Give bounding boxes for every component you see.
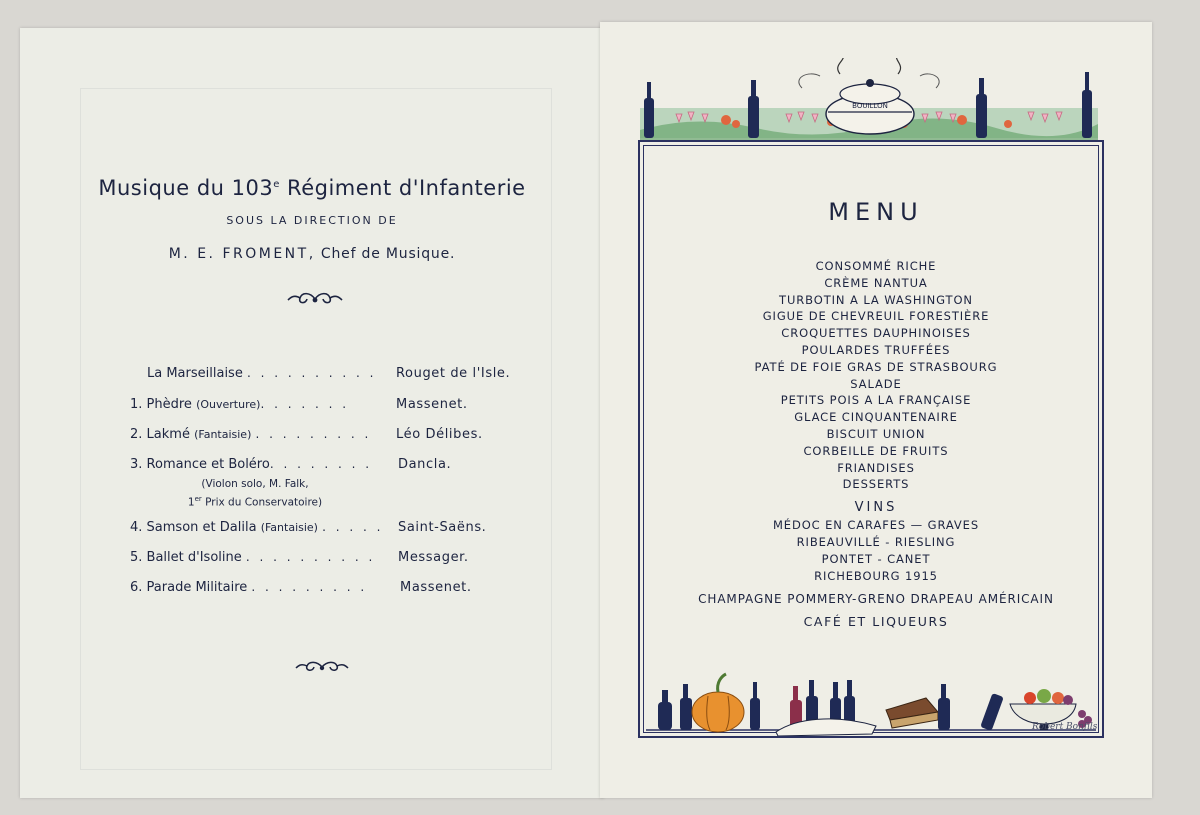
note-sup: er — [194, 495, 202, 503]
leader-dots: . . . . . . . — [260, 397, 350, 411]
bottle-icon — [976, 78, 987, 138]
bottle-icon — [748, 80, 759, 138]
note-prefix: 1 — [187, 496, 195, 509]
program-page — [20, 28, 604, 798]
work-title: Parade Militaire — [146, 580, 248, 595]
program-director — [20, 246, 604, 262]
pumpkin-icon — [692, 674, 744, 732]
composer: Rouget de l'Isle. — [396, 366, 511, 381]
program-item — [130, 550, 375, 565]
program-title — [20, 176, 604, 200]
dish-item: CONSOMMÉ RICHE — [815, 259, 937, 273]
bottle-icon — [658, 690, 672, 730]
director-name: M. E. FROMENT, — [168, 246, 316, 262]
dish-item: PATÉ DE FOIE GRAS DE STRASBOURG — [754, 359, 998, 374]
work-title: Samson et Dalila — [146, 520, 257, 535]
top-banner-illustration — [636, 58, 1102, 144]
title-suffix: Régiment d'Infanterie — [279, 176, 526, 200]
program-note — [170, 477, 340, 511]
menu-title: MENU — [828, 198, 924, 226]
cake-icon — [886, 698, 938, 728]
bottle-icon — [680, 684, 692, 730]
work-kind: (Ouverture) — [196, 398, 261, 411]
program-item — [130, 580, 367, 595]
composer: Massenet. — [400, 580, 472, 595]
note-suffix: Prix du Conservatoire) — [201, 496, 323, 509]
title-prefix: Musique du 103 — [98, 176, 274, 200]
menu-page — [600, 22, 1152, 798]
wine-item: RIBEAUVILLÉ - RIESLING — [796, 534, 956, 549]
wine-item: PONTET - CANET — [821, 551, 931, 566]
program-item — [147, 366, 376, 381]
dish-item: FRIANDISES — [837, 460, 915, 475]
director-role: Chef de Musique. — [315, 246, 456, 262]
dish-item: PETITS POIS A LA FRANÇAISE — [780, 393, 972, 408]
work-title: Ballet d'Isoline — [146, 550, 242, 565]
ornament-bottom-icon — [294, 658, 350, 676]
bottle-icon — [750, 682, 760, 730]
ornament-top-icon — [286, 290, 344, 308]
program-item — [130, 397, 349, 412]
wine-item: MÉDOC EN CARAFES — GRAVES — [772, 518, 980, 533]
note-line-1: (Violon solo, M. Falk, — [201, 478, 309, 490]
composer: Messager. — [398, 550, 469, 565]
dish-item: CORBEILLE DE FRUITS — [803, 443, 949, 458]
artist-signature: Robert Bonfils — [1032, 722, 1098, 732]
leader-dots: . . . . . . . . . . — [245, 550, 376, 564]
dish-item: GIGUE DE CHEVREUIL FORESTIÈRE — [762, 309, 990, 324]
dish-item: BISCUIT UNION — [826, 426, 926, 441]
leader-dots: . . . . . . . . — [269, 457, 373, 471]
dish-item: DESSERTS — [842, 477, 910, 492]
work-title: Romance et Boléro — [146, 457, 270, 472]
bottom-still-life-illustration — [646, 652, 1096, 736]
work-title: Lakmé — [146, 427, 190, 442]
program-subtitle: SOUS LA DIRECTION DE — [226, 214, 398, 227]
program-item — [130, 427, 371, 442]
program-item — [130, 457, 372, 472]
work-kind: (Fantaisie) — [260, 521, 318, 534]
work-kind: (Fantaisie) — [194, 428, 252, 441]
dish-item: CROQUETTES DAUPHINOISES — [781, 326, 971, 341]
item-number: 5. — [130, 550, 143, 565]
composer: Dancla. — [398, 457, 452, 472]
leader-dots: . . . . . . . . . — [255, 427, 372, 441]
closing-item: CAFÉ ET LIQUEURS — [803, 614, 949, 630]
dish-item: GLACE CINQUANTENAIRE — [794, 410, 958, 425]
item-number: 6. — [130, 580, 143, 595]
program-item — [130, 520, 383, 535]
bottle-icon — [1082, 72, 1092, 138]
composer: Léo Délibes. — [396, 427, 483, 442]
leader-dots: . . . . . . . . . — [251, 580, 368, 594]
leader-dots: . . . . . — [322, 520, 384, 534]
leader-dots: . . . . . . . . . . — [246, 366, 377, 380]
champagne-item: CHAMPAGNE POMMERY-GRENO DRAPEAU AMÉRICAIN — [698, 592, 1054, 607]
composer: Saint-Saëns. — [398, 520, 487, 535]
bottle-icon — [644, 82, 654, 138]
dish-item: CRÈME NANTUA — [824, 275, 928, 290]
dish-item: POULARDES TRUFFÉES — [801, 342, 951, 357]
work-title: La Marseillaise — [147, 366, 243, 381]
bottle-icon — [938, 684, 950, 730]
item-number: 3. — [130, 457, 143, 472]
wines-heading: VINS — [854, 500, 898, 516]
composer: Massenet. — [396, 397, 468, 412]
note-line-2 — [170, 492, 340, 511]
item-number: 4. — [130, 520, 143, 535]
dish-item: SALADE — [850, 376, 902, 391]
tureen-label: BOUILLON — [852, 102, 888, 110]
title-sup: e — [273, 179, 280, 190]
item-number: 1. — [130, 397, 143, 412]
bottle-icon — [980, 693, 1004, 731]
work-title: Phèdre — [146, 397, 192, 412]
wine-item: RICHEBOURG 1915 — [814, 568, 938, 583]
menu-list — [600, 258, 1152, 632]
dish-item: TURBOTIN A LA WASHINGTON — [779, 292, 973, 307]
item-number: 2. — [130, 427, 143, 442]
